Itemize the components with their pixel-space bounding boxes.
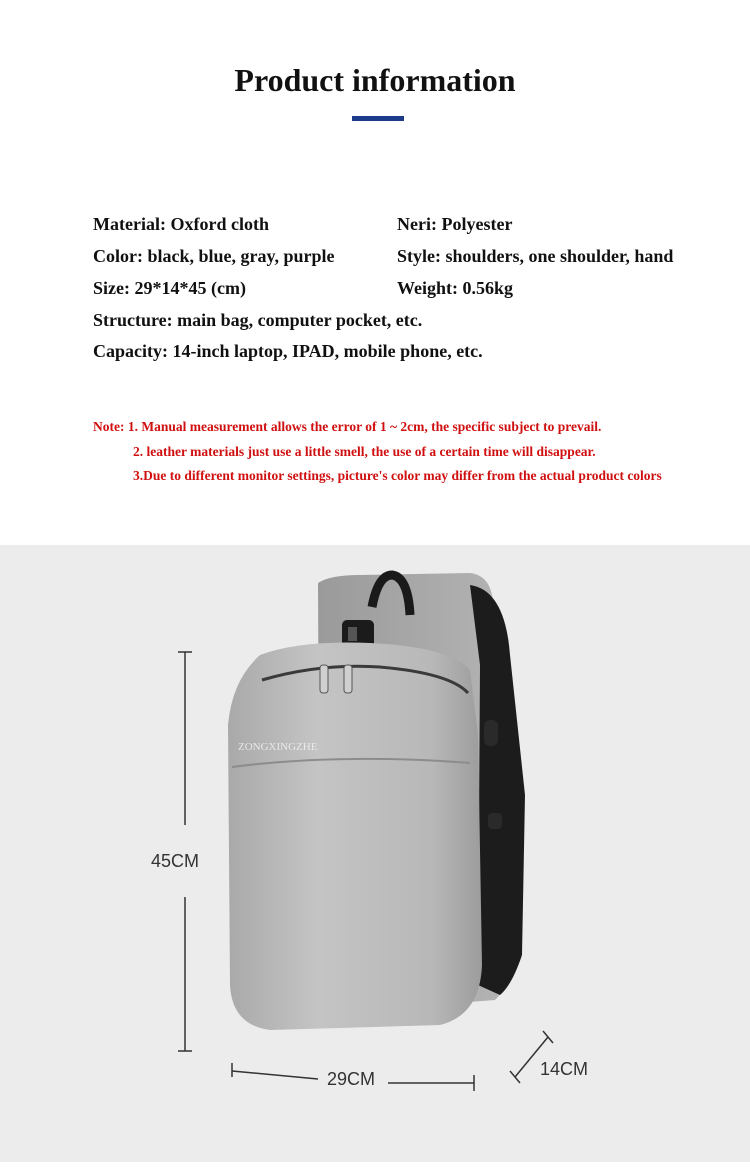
spec-material: Material: Oxford cloth [93, 214, 269, 234]
side-port-icon [484, 720, 498, 746]
brand-text: ZONGXINGZHE [238, 741, 318, 753]
backpack-body [228, 643, 482, 1031]
spec-capacity: Capacity: 14-inch laptop, IPAD, mobile phone, etc. [93, 341, 483, 361]
spec-weight: Weight: 0.56kg [397, 278, 514, 298]
zipper-pull-left [320, 665, 328, 693]
note-line-3: 3.Due to different monitor settings, picture's color may differ from the actual product colors [133, 468, 662, 483]
title-underline [352, 116, 404, 121]
spec-neri: Neri: Polyester [397, 214, 513, 234]
spec-size: Size: 29*14*45 (cm) [93, 278, 246, 298]
note-line-2: 2. leather materials just use a little smell, the use of a certain time will disappear. [133, 444, 596, 459]
width-dimension-left [232, 1071, 318, 1079]
spec-color: Color: black, blue, gray, purple [93, 246, 335, 266]
spec-structure: Structure: main bag, computer pocket, etc. [93, 310, 423, 330]
note-line-1: Note: 1. Manual measurement allows the error of 1 ~ 2cm, the specific subject to prevail. [93, 419, 602, 434]
product-photo [0, 545, 750, 1162]
depth-label: 14CM [540, 1059, 589, 1079]
spec-style: Style: shoulders, one shoulder, hand [397, 246, 674, 266]
page-title: Product information [234, 62, 516, 98]
usb-port-icon [488, 813, 502, 829]
zipper-pull-right [344, 665, 352, 693]
width-label: 29CM [327, 1069, 376, 1089]
height-label: 45CM [151, 851, 200, 871]
